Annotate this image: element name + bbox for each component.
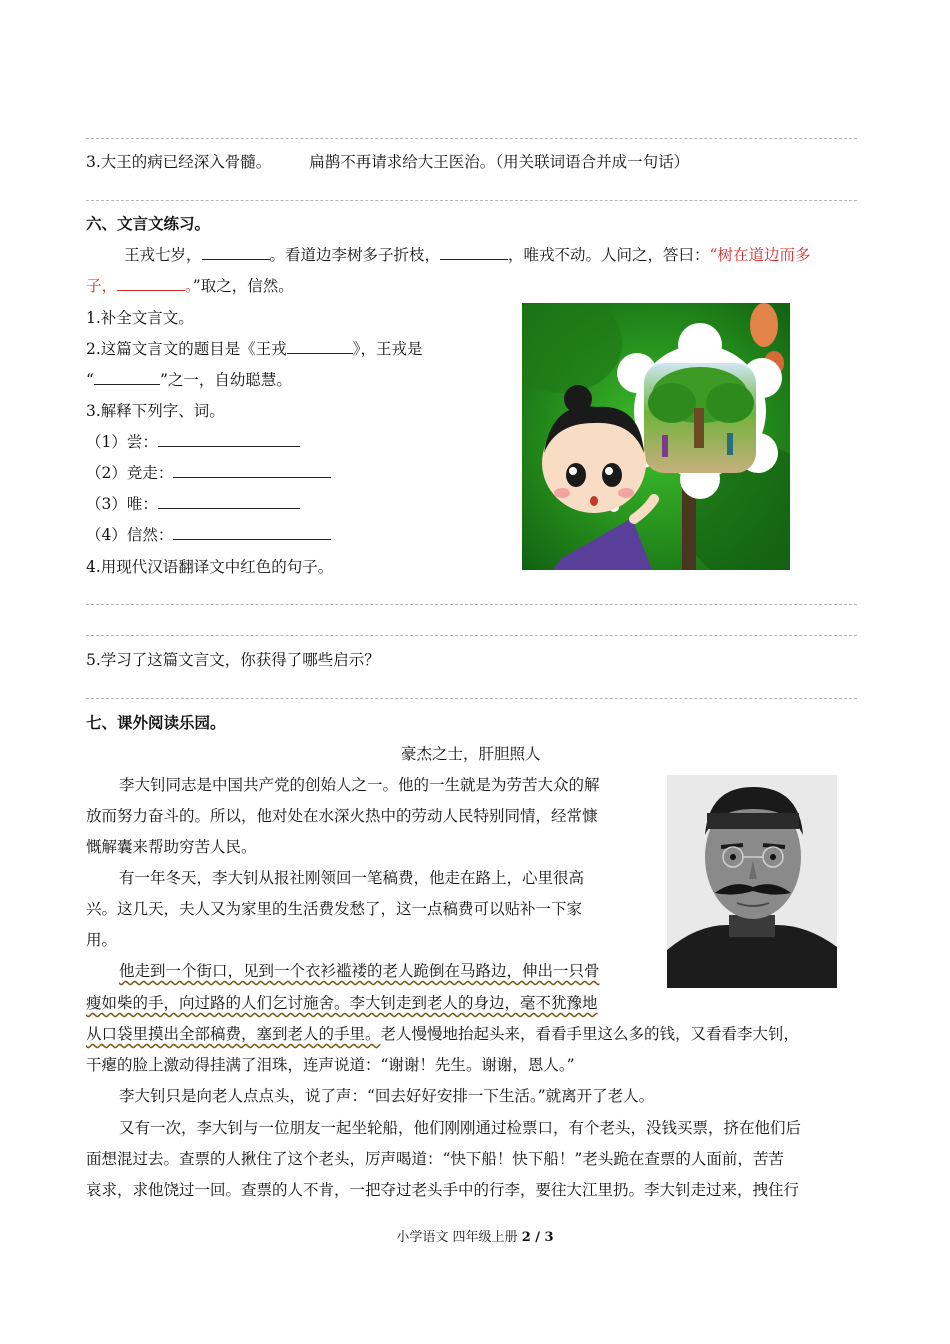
wangrong-illustration bbox=[522, 303, 790, 570]
answer-line bbox=[86, 200, 857, 201]
text-fragment: 老人慢慢地抬起头来，看看手里这么多的钱，又看看李大钊， bbox=[380, 1025, 800, 1043]
text-fragment: 2.这篇文言文的题目是《王戎 bbox=[86, 340, 287, 358]
text-fragment: ，唯戎不动。人问之，答曰： bbox=[508, 246, 710, 264]
paragraph-line: 李大钊只是向老人点点头，说了声：“回去好好安排一下生活。”就离开了老人。 bbox=[119, 1087, 655, 1105]
paragraph-line: 又有一次，李大钊与一位朋友一起坐轮船，他们刚刚通过检票口，有个老头，没钱买票，挤在他们后 bbox=[119, 1119, 802, 1137]
text-fragment: 王戎七岁， bbox=[124, 246, 202, 264]
fill-blank[interactable] bbox=[173, 463, 331, 478]
footer-grade: 四年级上册 bbox=[452, 1230, 518, 1245]
red-sentence: 。 bbox=[185, 277, 193, 295]
q3-prefix: 3.大王的病已经深入骨髓。 bbox=[86, 153, 272, 171]
paragraph-line: 干瘪的脸上激动得挂满了泪珠，连声说道：“谢谢！先生。谢谢，恩人。” bbox=[86, 1056, 575, 1074]
answer-line bbox=[86, 604, 857, 605]
definition-item bbox=[86, 432, 300, 452]
fill-blank[interactable] bbox=[202, 245, 270, 260]
underlined-line: 他走到一个街口，见到一个衣衫褴褛的老人跪倒在马路边，伸出一只骨 bbox=[119, 962, 600, 980]
paragraph-line: 放而努力奋斗的。所以，他对处在水深火热中的劳动人民特别同情，经常慷 bbox=[86, 807, 598, 825]
fill-blank[interactable] bbox=[158, 494, 300, 509]
definition-item bbox=[86, 494, 300, 514]
text-fragment: 。看道边李树多子折枝， bbox=[269, 246, 441, 264]
underlined-line: 瘦如柴的手，向过路的人们乞讨施舍。李大钊走到老人的身边，毫不犹豫地 bbox=[86, 994, 598, 1012]
q6-5: 5.学习了这篇文言文，你获得了哪些启示？ bbox=[86, 651, 380, 669]
portrait-image bbox=[667, 775, 837, 988]
underlined-text: 从口袋里摸出全部稿费，塞到老人的手里。 bbox=[86, 1025, 381, 1043]
paragraph-line: 慨解囊来帮助穷苦人民。 bbox=[86, 838, 257, 856]
question-3-combine bbox=[86, 152, 689, 172]
fill-blank[interactable] bbox=[440, 245, 508, 260]
text-fragment: “ bbox=[86, 371, 94, 389]
q6-2 bbox=[86, 339, 423, 359]
q6-1: 1.补全文言文。 bbox=[86, 309, 194, 327]
red-sentence: 子， bbox=[86, 277, 118, 295]
text-fragment: 》，王戎是 bbox=[352, 340, 423, 358]
paragraph-line: 兴。这几天，夫人又为家里的生活费发愁了，这一点稿费可以贴补一下家 bbox=[86, 900, 583, 918]
paragraph-line: 用。 bbox=[86, 931, 118, 949]
paragraph-line: 李大钊同志是中国共产党的创始人之一。他的一生就是为劳苦大众的解 bbox=[119, 776, 600, 794]
q6-4: 4.用现代汉语翻译文中红色的句子。 bbox=[86, 558, 334, 576]
classical-text-line-2 bbox=[86, 276, 294, 296]
definition-item bbox=[86, 463, 331, 483]
q6-3: 3.解释下列字、词。 bbox=[86, 402, 225, 420]
q3-suffix: （用关联词语合并成一句话） bbox=[495, 153, 690, 171]
li-dazhao-portrait bbox=[667, 775, 837, 988]
story-title: 豪杰之士，肝胆照人 bbox=[401, 745, 541, 763]
page-footer bbox=[0, 1226, 950, 1245]
text-fragment: ”取之，信然。 bbox=[192, 277, 294, 295]
q3-mid: 扁鹊不再请求给大王医治。 bbox=[309, 153, 496, 171]
fill-blank[interactable] bbox=[158, 432, 300, 447]
answer-line bbox=[86, 635, 857, 636]
definition-item bbox=[86, 525, 331, 545]
footer-subject: 小学语文 bbox=[396, 1230, 449, 1245]
classical-text-line-1 bbox=[124, 245, 810, 265]
q6-2-cont bbox=[86, 370, 292, 390]
cartoon-image bbox=[522, 303, 790, 570]
fill-blank[interactable] bbox=[117, 276, 185, 291]
fill-blank[interactable] bbox=[94, 370, 160, 385]
paragraph-line bbox=[86, 1024, 799, 1044]
paragraph-line: 面想混过去。查票的人揪住了这个老头，厉声喝道：“快下船！快下船！”老头跪在查票的人面前，苦苦 bbox=[86, 1150, 784, 1168]
item-label: （2）竞走： bbox=[86, 464, 174, 482]
fill-blank[interactable] bbox=[173, 525, 331, 540]
red-sentence: “树在道边而多 bbox=[709, 246, 811, 264]
item-label: （4）信然： bbox=[86, 526, 174, 544]
fill-blank[interactable] bbox=[287, 339, 353, 354]
paragraph-line: 哀求，求他饶过一回。查票的人不肯，一把夺过老头手中的行李，要往大江里扔。李大钊走过来，拽住行 bbox=[86, 1181, 800, 1199]
text-fragment: ”之一，自幼聪慧。 bbox=[159, 371, 292, 389]
item-label: （3）唯： bbox=[86, 495, 158, 513]
page-number: 2 / 3 bbox=[521, 1230, 554, 1245]
section-6-heading: 六、文言文练习。 bbox=[86, 214, 211, 233]
item-label: （1）尝： bbox=[86, 433, 158, 451]
answer-line bbox=[86, 138, 857, 139]
section-7-heading: 七、课外阅读乐园。 bbox=[86, 713, 226, 732]
paragraph-line: 有一年冬天，李大钊从报社刚领回一笔稿费，他走在路上，心里很高 bbox=[119, 869, 585, 887]
answer-line bbox=[86, 698, 857, 699]
